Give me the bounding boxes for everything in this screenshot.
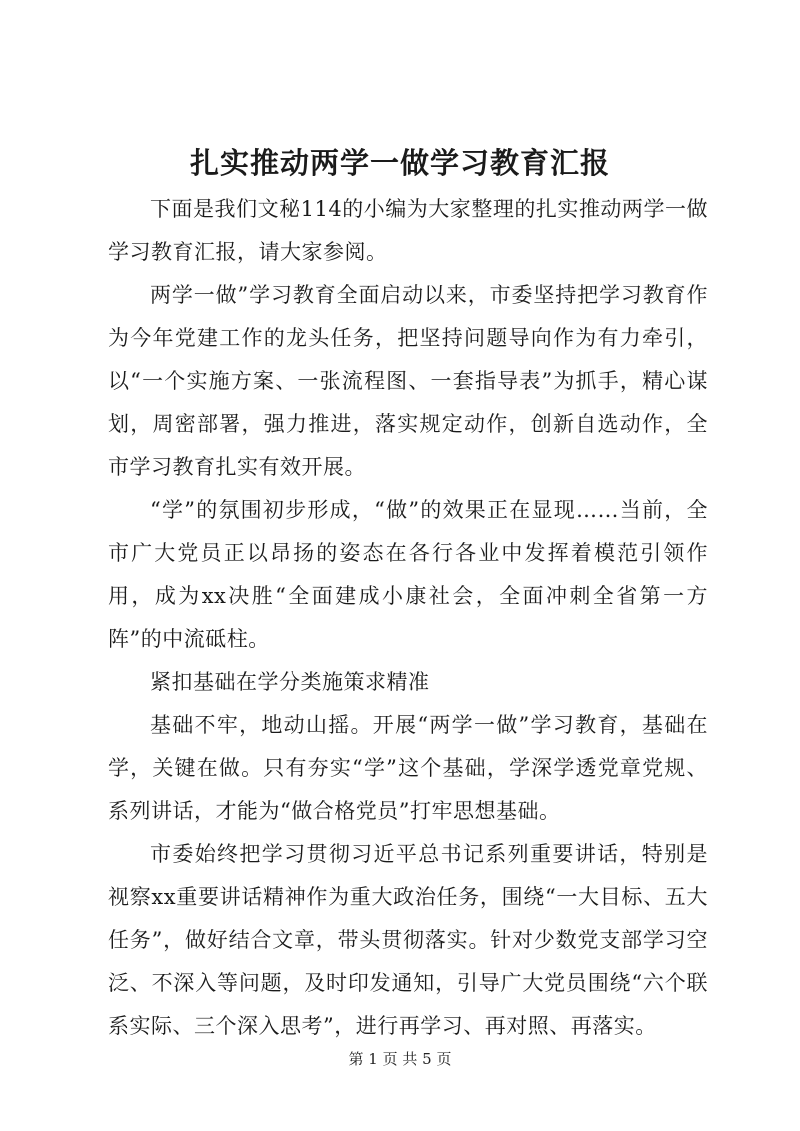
page-number-footer: 第 1 页 共 5 页 — [348, 1050, 452, 1068]
document-title: 扎实推动两学一做学习教育汇报 — [189, 146, 610, 180]
section-heading: 紧扣基础在学分类施策求精准 — [150, 670, 430, 694]
document-body — [108, 188, 708, 1048]
paragraph-launch: 两学一做”学习教育全面启动以来，市委坚持把学习教育作为今年党建工作的龙头任务，把坚持问题导向作为有力牵引，以“一个实施方案、一张流程图、一套指导表”为抓手，精心谋划，周密部署，强力推进，落实规定动作，创新自选动作，全市学习教育扎实有效开展。 — [108, 283, 708, 479]
paragraph-intro: 下面是我们文秘114的小编为大家整理的扎实推动两学一做学习教育汇报，请大家参阅。 — [108, 197, 708, 264]
paragraph-foundation: 基础不牢，地动山摇。开展“两学一做”学习教育，基础在学，关键在做。只有夯实“学”这个基础，学深学透党章党规、系列讲话，才能为“做合格党员”打牢思想基础。 — [108, 713, 708, 823]
paragraph-atmosphere: “学”的氛围初步形成，“做”的效果正在显现……当前，全市广大党员正以昂扬的姿态在各行各业中发挥着模范引领作用，成为xx决胜“全面建成小康社会，全面冲刺全省第一方阵”的中流砥柱。 — [108, 498, 708, 651]
paragraph-study: 市委始终把学习贯彻习近平总书记系列重要讲话，特别是视察xx重要讲话精神作为重大政治任务，围绕“一大目标、五大任务”，做好结合文章，带头贯彻落实。针对少数党支部学习空泛、不深入等问题，及时印发通知，引导广大党员围绕“六个联系实际、三个深入思考”，进行再学习、再对照、再落实。 — [108, 842, 708, 1038]
